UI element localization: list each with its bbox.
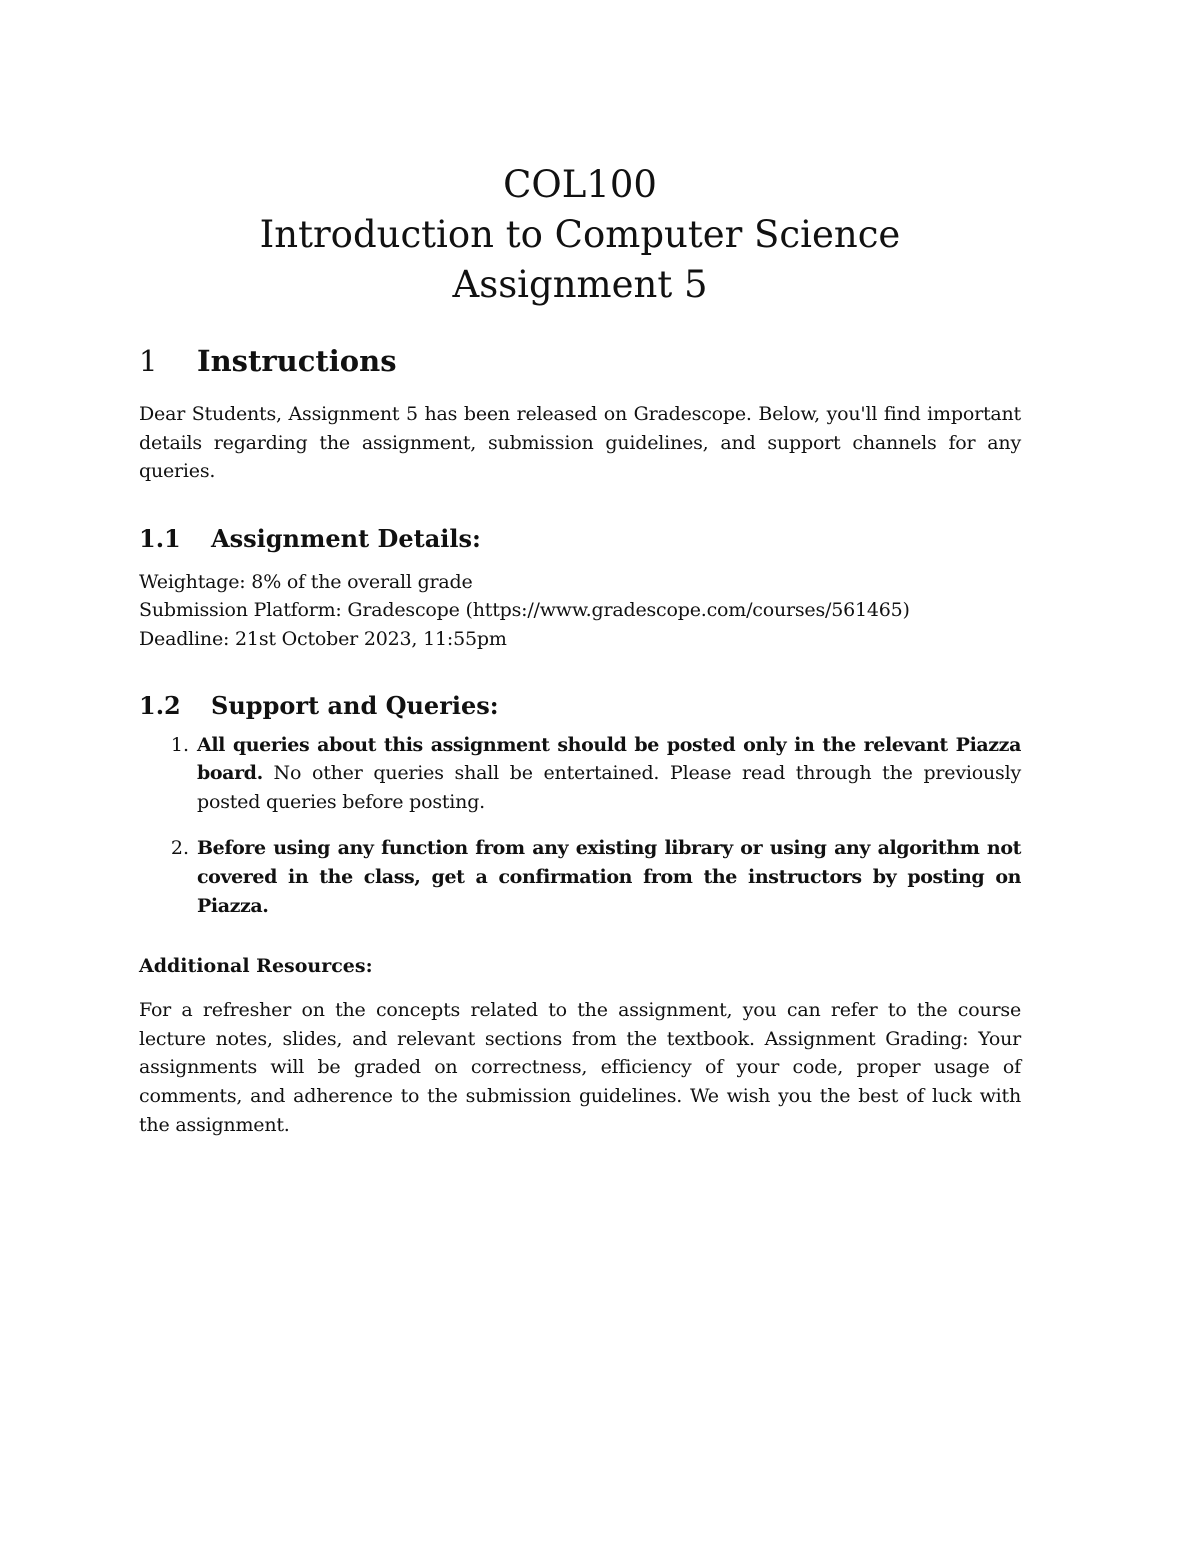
- section-title: Instructions: [197, 344, 397, 378]
- subsection-number: 1.2: [139, 690, 181, 720]
- assignment-title: Assignment 5: [452, 263, 708, 306]
- subsection-heading-support: [139, 687, 1021, 725]
- document-body: [139, 338, 1021, 1139]
- additional-resources-heading: Additional Resources:: [139, 955, 373, 978]
- list-item-text: [197, 834, 1021, 920]
- title-block: [0, 160, 1160, 310]
- course-name: Introduction to Computer Science: [259, 213, 901, 256]
- intro-paragraph: Dear Students, Assignment 5 has been released on Gradescope. Below, you'll find important details regarding the assignment, submission guidelines, and support channels for any queries.: [139, 403, 1021, 483]
- deadline-line: Deadline: 21st October 2023, 11:55pm: [139, 627, 507, 650]
- section-heading-instructions: [139, 338, 1021, 384]
- list-marker: 2.: [170, 837, 189, 860]
- platform-line: Submission Platform: Gradescope (https://www.gradescope.com/courses/561465): [139, 599, 910, 622]
- assignment-details-block: [139, 568, 1021, 654]
- additional-resources-paragraph: For a refresher on the concepts related to the assignment, you can refer to the course lecture notes, slides, and relevant sections from the textbook. Assignment Grading: Your assignments will be graded on correctness, efficiency of your code, proper usage of comments, and adherence to the submission guidelines. We wish you the best of luck with the assignment.: [139, 999, 1021, 1136]
- section-number: 1: [139, 344, 158, 378]
- list-item-rest: No other queries shall be entertained. Please read through the previously posted queries before posting.: [197, 762, 1021, 813]
- course-code: COL100: [503, 163, 657, 206]
- subsection-title: Assignment Details:: [211, 523, 481, 553]
- list-item-text: [197, 731, 1021, 817]
- list-item-bold: Before using any function from any existing library or using any algorithm not covered in the class, get a confirmation from the instructors by posting on Piazza.: [197, 837, 1021, 917]
- subsection-title: Support and Queries:: [211, 690, 499, 720]
- subsection-number: 1.1: [139, 523, 181, 553]
- subsection-heading-assignment-details: [139, 520, 1021, 558]
- list-item-bold: All queries about this assignment should be posted only in the relevant Piazza board.: [197, 733, 1021, 785]
- list-marker: 1.: [170, 733, 189, 756]
- support-list: [139, 731, 1021, 921]
- list-item: [139, 731, 1021, 817]
- list-item: [139, 834, 1021, 920]
- weightage-line: Weightage: 8% of the overall grade: [139, 570, 473, 593]
